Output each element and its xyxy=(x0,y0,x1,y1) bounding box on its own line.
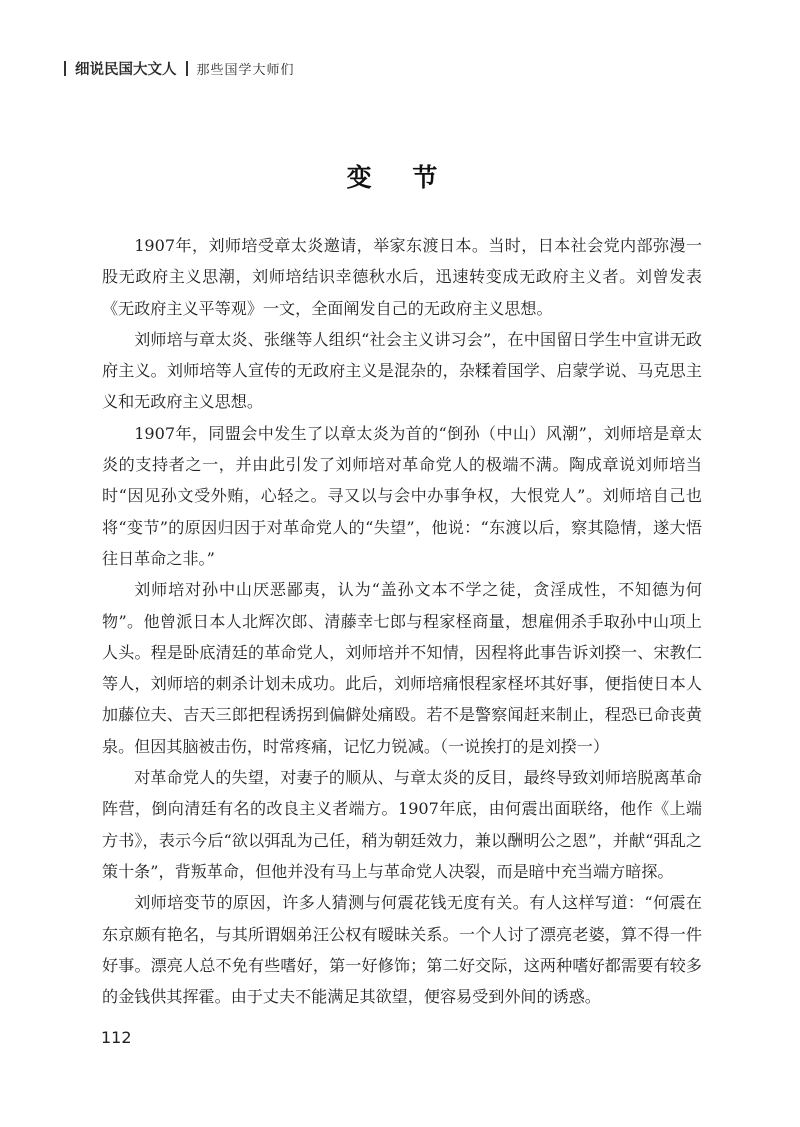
paragraph: 刘师培与章太炎、张继等人组织“社会主义讲习会”，在中国留日学生中宣讲无政府主义。刘师培等人宣传的无政府主义是混杂的，杂糅着国学、启蒙学说、马克思主义和无政府主义思想。 xyxy=(102,329,702,412)
chapter-title: 变 节 xyxy=(346,163,454,192)
series-title: 那些国学大师们 xyxy=(196,63,295,78)
paragraph: 刘师培对孙中山厌恶鄙夷，认为“盖孙文本不学之徒，贪淫成性，不知德为何物”。他曾派日本人北辉次郎、清藤幸七郎与程家柽商量，想雇佣杀手取孙中山项上人头。程是卧底清廷的革命党人，刘师培并不知情，因程将此事告诉刘揆一、宋教仁等人，刘师培的刺杀计划未成功。此后，刘师培痛恨程家柽坏其好事，便指使日本人加藤位夫、吉天三郎把程诱拐到偏僻处痛殴。若不是警察闻赶来制止，程恐已命丧黄泉。但因其脑被击伤，时常疼痛，记忆力锐减。（一说挨打的是刘揆一） xyxy=(102,580,702,756)
paragraph: 刘师培变节的原因，许多人猜测与何震花钱无度有关。有人这样写道：“何震在东京颇有艳名，与其所谓姻弟汪公权有暧昧关系。一个人讨了漂亮老婆，算不得一件好事。漂亮人总不免有些嗜好，第一好修饰；第二好交际，这两种嗜好都需要有较多的金钱供其挥霍。由于丈夫不能满足其欲望，便容易受到外间的诱惑。 xyxy=(102,893,702,1007)
body-text xyxy=(102,230,702,1012)
paragraph: 1907年，同盟会中发生了以章太炎为首的“倒孙（中山）风潮”，刘师培是章太炎的支持者之一，并由此引发了刘师培对革命党人的极端不满。陶成章说刘师培当时“因见孙文受外贿，心轻之。寻又以与会中办事争权，大恨党人”。刘师培自己也将“变节”的原因归因于对革命党人的“失望”，他说：“东渡以后，察其隐情，遂大悟往日革命之非。” xyxy=(102,423,702,568)
paragraph: 对革命党人的失望，对妻子的顺从、与章太炎的反目，最终导致刘师培脱离革命阵营，倒向清廷有名的改良主义者端方。1907年底，由何震出面联络，他作《上端方书》，表示今后“欲以弭乱为己任，稍为朝廷效力，兼以酬明公之恩”，并献“弭乱之策十条”，背叛革命，但他并没有马上与革命党人决裂，而是暗中充当端方暗探。 xyxy=(102,768,702,881)
header-divider xyxy=(186,61,188,76)
book-title: 细说民国大文人 xyxy=(75,62,177,78)
header-divider xyxy=(64,61,66,76)
page-number: 112 xyxy=(101,1028,132,1047)
paragraph: 1907年，刘师培受章太炎邀请，举家东渡日本。当时，日本社会党内部弥漫一股无政府主义思潮，刘师培结识幸德秋水后，迅速转变成无政府主义者。刘曾发表《无政府主义平等观》一文，全面阐发自己的无政府主义思想。 xyxy=(102,236,702,318)
running-header xyxy=(64,58,295,79)
